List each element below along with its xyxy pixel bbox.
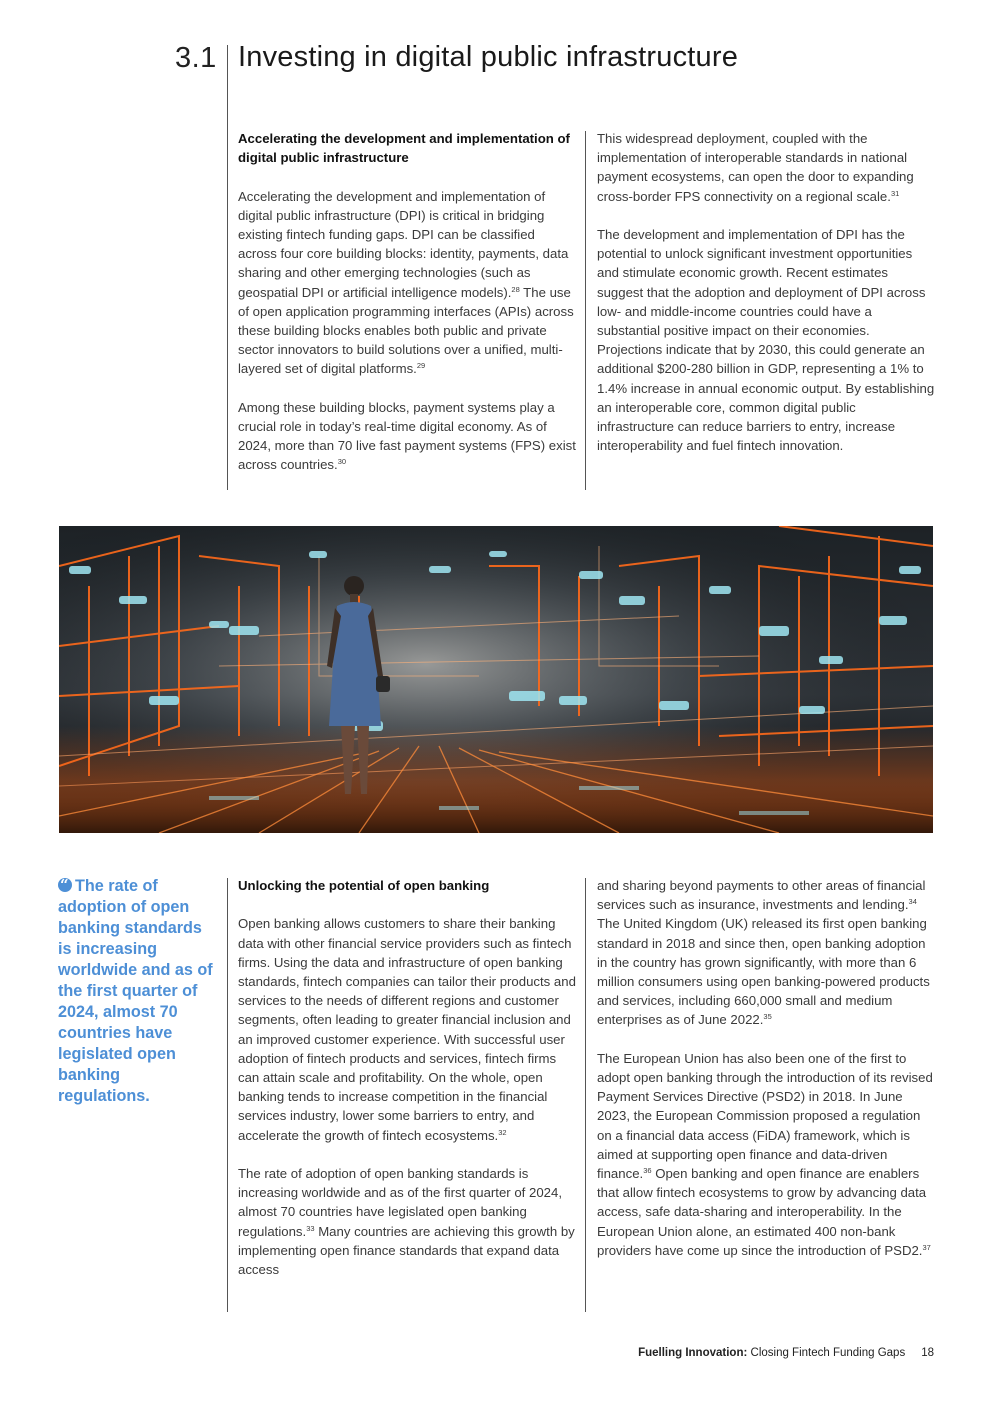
open-banking-paragraph-2: The rate of adoption of open banking standards is increasing worldwide and as of the first quarter of 2024, almost 70 countries have legislated open banking regulations.$^{33}$ Many countries are achieving this growth by implementing open finance standards that expand data access bbox=[238, 1166, 575, 1278]
column-divider bbox=[585, 878, 586, 1312]
footnote-ref[interactable]: 37 bbox=[922, 1242, 931, 1252]
footnote-ref[interactable]: 36 bbox=[643, 1166, 652, 1176]
footnote-ref[interactable]: 33 bbox=[306, 1223, 315, 1233]
top-left-column bbox=[238, 129, 576, 475]
open-banking-paragraph-3: and sharing beyond payments to other areas of financial services such as insurance, investments and lending.$^{34}$ The United Kingdom (UK) released its first open banking standard in 2018 and since then, open banking adoption in the country has grown significantly, with more than 6 million consumers using open banking-powered products and services, including 660,000 small and medium enterprises as of June 2022.35 bbox=[597, 878, 930, 1028]
dpi-heading: Accelerating the development and implementation of digital public infrastructure bbox=[238, 131, 570, 166]
page-number: 18 bbox=[921, 1347, 934, 1359]
report-title-rest: Closing Fintech Funding Gaps bbox=[747, 1347, 906, 1359]
bottom-right-column bbox=[597, 876, 935, 1260]
footnote-ref[interactable]: 31 bbox=[890, 188, 900, 198]
column-divider bbox=[227, 878, 228, 1312]
footnote-ref[interactable]: 32 bbox=[498, 1127, 507, 1137]
footnote-ref[interactable]: 28 bbox=[511, 284, 520, 294]
quote-icon bbox=[58, 878, 72, 892]
section-number: 3.1 bbox=[175, 42, 217, 74]
open-banking-paragraph-4: The European Union has also been one of the first to adopt open banking through the introduction of its revised Payment Services Directive (PSD2) in 2018. In June 2023, the European Commission proposed a regulation on a financial data access (FiDA) framework, which is aimed at supporting open finance and data-driven finance.$^{36}$ Open banking and open finance are enablers that allow fintech ecosystems to grow by advancing data access, safe data-sharing and interoperability. In the European Union alone, an estimated 400 non-bank providers have come up since the introduction of PSD2.37 bbox=[597, 1050, 933, 1258]
column-divider bbox=[585, 131, 586, 490]
open-banking-paragraph-1: Open banking allows customers to share their banking data with other financial service providers such as fintech firms. Using the data and infrastructure of open banking standards, fintech companies can tailor their products and services to the needs of different regions and customer segments, often leading to greater financial inclusion and an improved customer experience. With successful user adoption of fintech products and services, fintech firms can attain scale and profitability. On the whole, open banking tends to increase competition in the financial services industry, lower some barriers to entry, and accelerate the growth of fintech ecosystems.$^{32}$ bbox=[238, 916, 576, 1143]
header-divider bbox=[227, 45, 228, 490]
pull-quote: “The rate of adoption of open banking standards is increasing worldwide and as of the first quarter of 2024, almost 70 countries have legislated open banking regulations. bbox=[58, 876, 213, 1107]
open-banking-heading: Unlocking the potential of open banking bbox=[238, 878, 490, 893]
report-title-bold: Fuelling Innovation: bbox=[638, 1347, 748, 1359]
top-right-column bbox=[597, 129, 935, 455]
dpi-paragraph-1: Accelerating the development and implementation of digital public infrastructure (DPI) is critical in bridging existing fintech funding gaps. DPI can be classified across four core building blocks: identity, payments, data sharing and other emerging technologies (such as geospatial DPI or artificial intelligence models).$^{28}$ The use of open application programming interfaces (APIs) across these building blocks enables both public and private sector innovators to build solutions over a unified, multi-layered set of digital platforms.$^{29}$ bbox=[238, 188, 574, 377]
footnote-ref[interactable]: 34 bbox=[908, 897, 917, 907]
footnote-ref[interactable]: 30 bbox=[337, 457, 347, 467]
page-title: Investing in digital public infrastructure bbox=[238, 41, 739, 73]
bottom-left-column bbox=[238, 876, 576, 1279]
footnote-ref[interactable]: 29 bbox=[416, 361, 426, 371]
neon-corridor-illustration bbox=[59, 526, 933, 833]
dpi-paragraph-4: The development and implementation of DPI has the potential to unlock significant investment opportunities and stimulate economic growth. Recent estimates suggest that the adoption and deployment of DPI across low- and middle-income countries could have a substantial positive impact on their economies. Projections indicate that by 2030, this could generate an additional $200-280 billion in GDP, representing a 1% to 1.4% increase in annual economic output. By establishing an interoperable core, common digital public infrastructure can reduce barriers to entry, increase interoperability and fuel fintech innovation. bbox=[597, 227, 935, 454]
dpi-paragraph-3: This widespread deployment, coupled with the implementation of interoperable standards in national payment ecosystems, can open the door to expanding cross-border FPS connectivity on a regional scale.$^{31}$ bbox=[597, 131, 914, 204]
footnote-ref[interactable]: 35 bbox=[763, 1012, 772, 1022]
page-footer bbox=[638, 1347, 934, 1359]
hero-image bbox=[59, 526, 933, 833]
dpi-paragraph-2: Among these building blocks, payment systems play a crucial role in today’s real-time digital economy. As of 2024, more than 70 live fast payment systems (FPS) exist across countries.$^{30}$ bbox=[238, 399, 576, 473]
